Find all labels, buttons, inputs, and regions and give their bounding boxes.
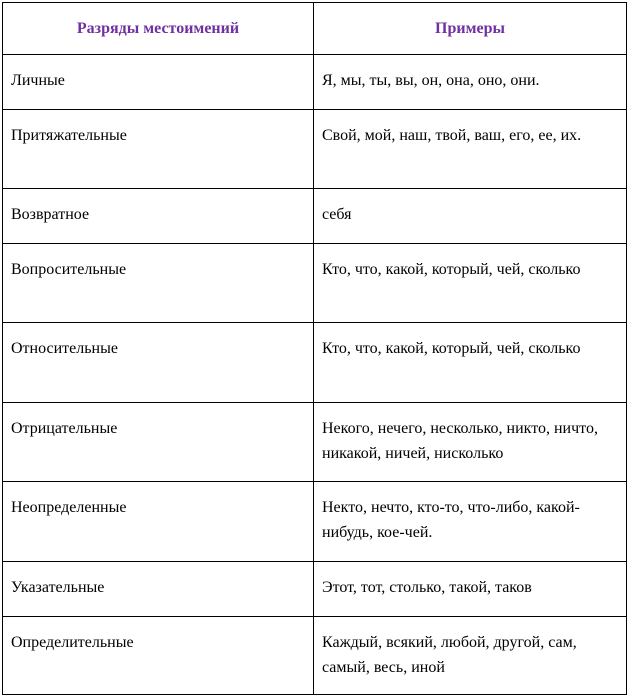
row-examples: Свой, мой, наш, твой, ваш, его, ее, их. [314, 110, 627, 189]
row-examples: Некого, нечего, несколько, никто, ничто, никакой, ничей, нисколько [314, 403, 627, 482]
header-examples: Примеры [314, 3, 627, 55]
pronoun-categories-table [2, 2, 627, 695]
table-row [3, 617, 627, 695]
table-row [3, 482, 627, 562]
row-category: Возвратное [3, 189, 314, 244]
row-examples: себя [314, 189, 627, 244]
table-row [3, 55, 627, 110]
table-row [3, 110, 627, 189]
row-examples: Кто, что, какой, который, чей, сколько [314, 323, 627, 403]
row-category: Отрицательные [3, 403, 314, 482]
row-category: Притяжательные [3, 110, 314, 189]
row-category: Определительные [3, 617, 314, 695]
table-row [3, 403, 627, 482]
row-examples: Каждый, всякий, любой, другой, сам, самый, весь, иной [314, 617, 627, 695]
row-examples: Некто, нечто, кто-то, что-либо, какой-нибудь, кое-чей. [314, 482, 627, 562]
row-category: Указательные [3, 562, 314, 617]
table-row [3, 244, 627, 323]
table-header-row [3, 3, 627, 55]
row-examples: Этот, тот, столько, такой, таков [314, 562, 627, 617]
row-category: Вопросительные [3, 244, 314, 323]
table-row [3, 562, 627, 617]
row-examples: Кто, что, какой, который, чей, сколько [314, 244, 627, 323]
row-category: Личные [3, 55, 314, 110]
row-category: Неопределенные [3, 482, 314, 562]
table-row [3, 323, 627, 403]
row-examples: Я, мы, ты, вы, он, она, оно, они. [314, 55, 627, 110]
header-category: Разряды местоимений [3, 3, 314, 55]
table-row [3, 189, 627, 244]
row-category: Относительные [3, 323, 314, 403]
